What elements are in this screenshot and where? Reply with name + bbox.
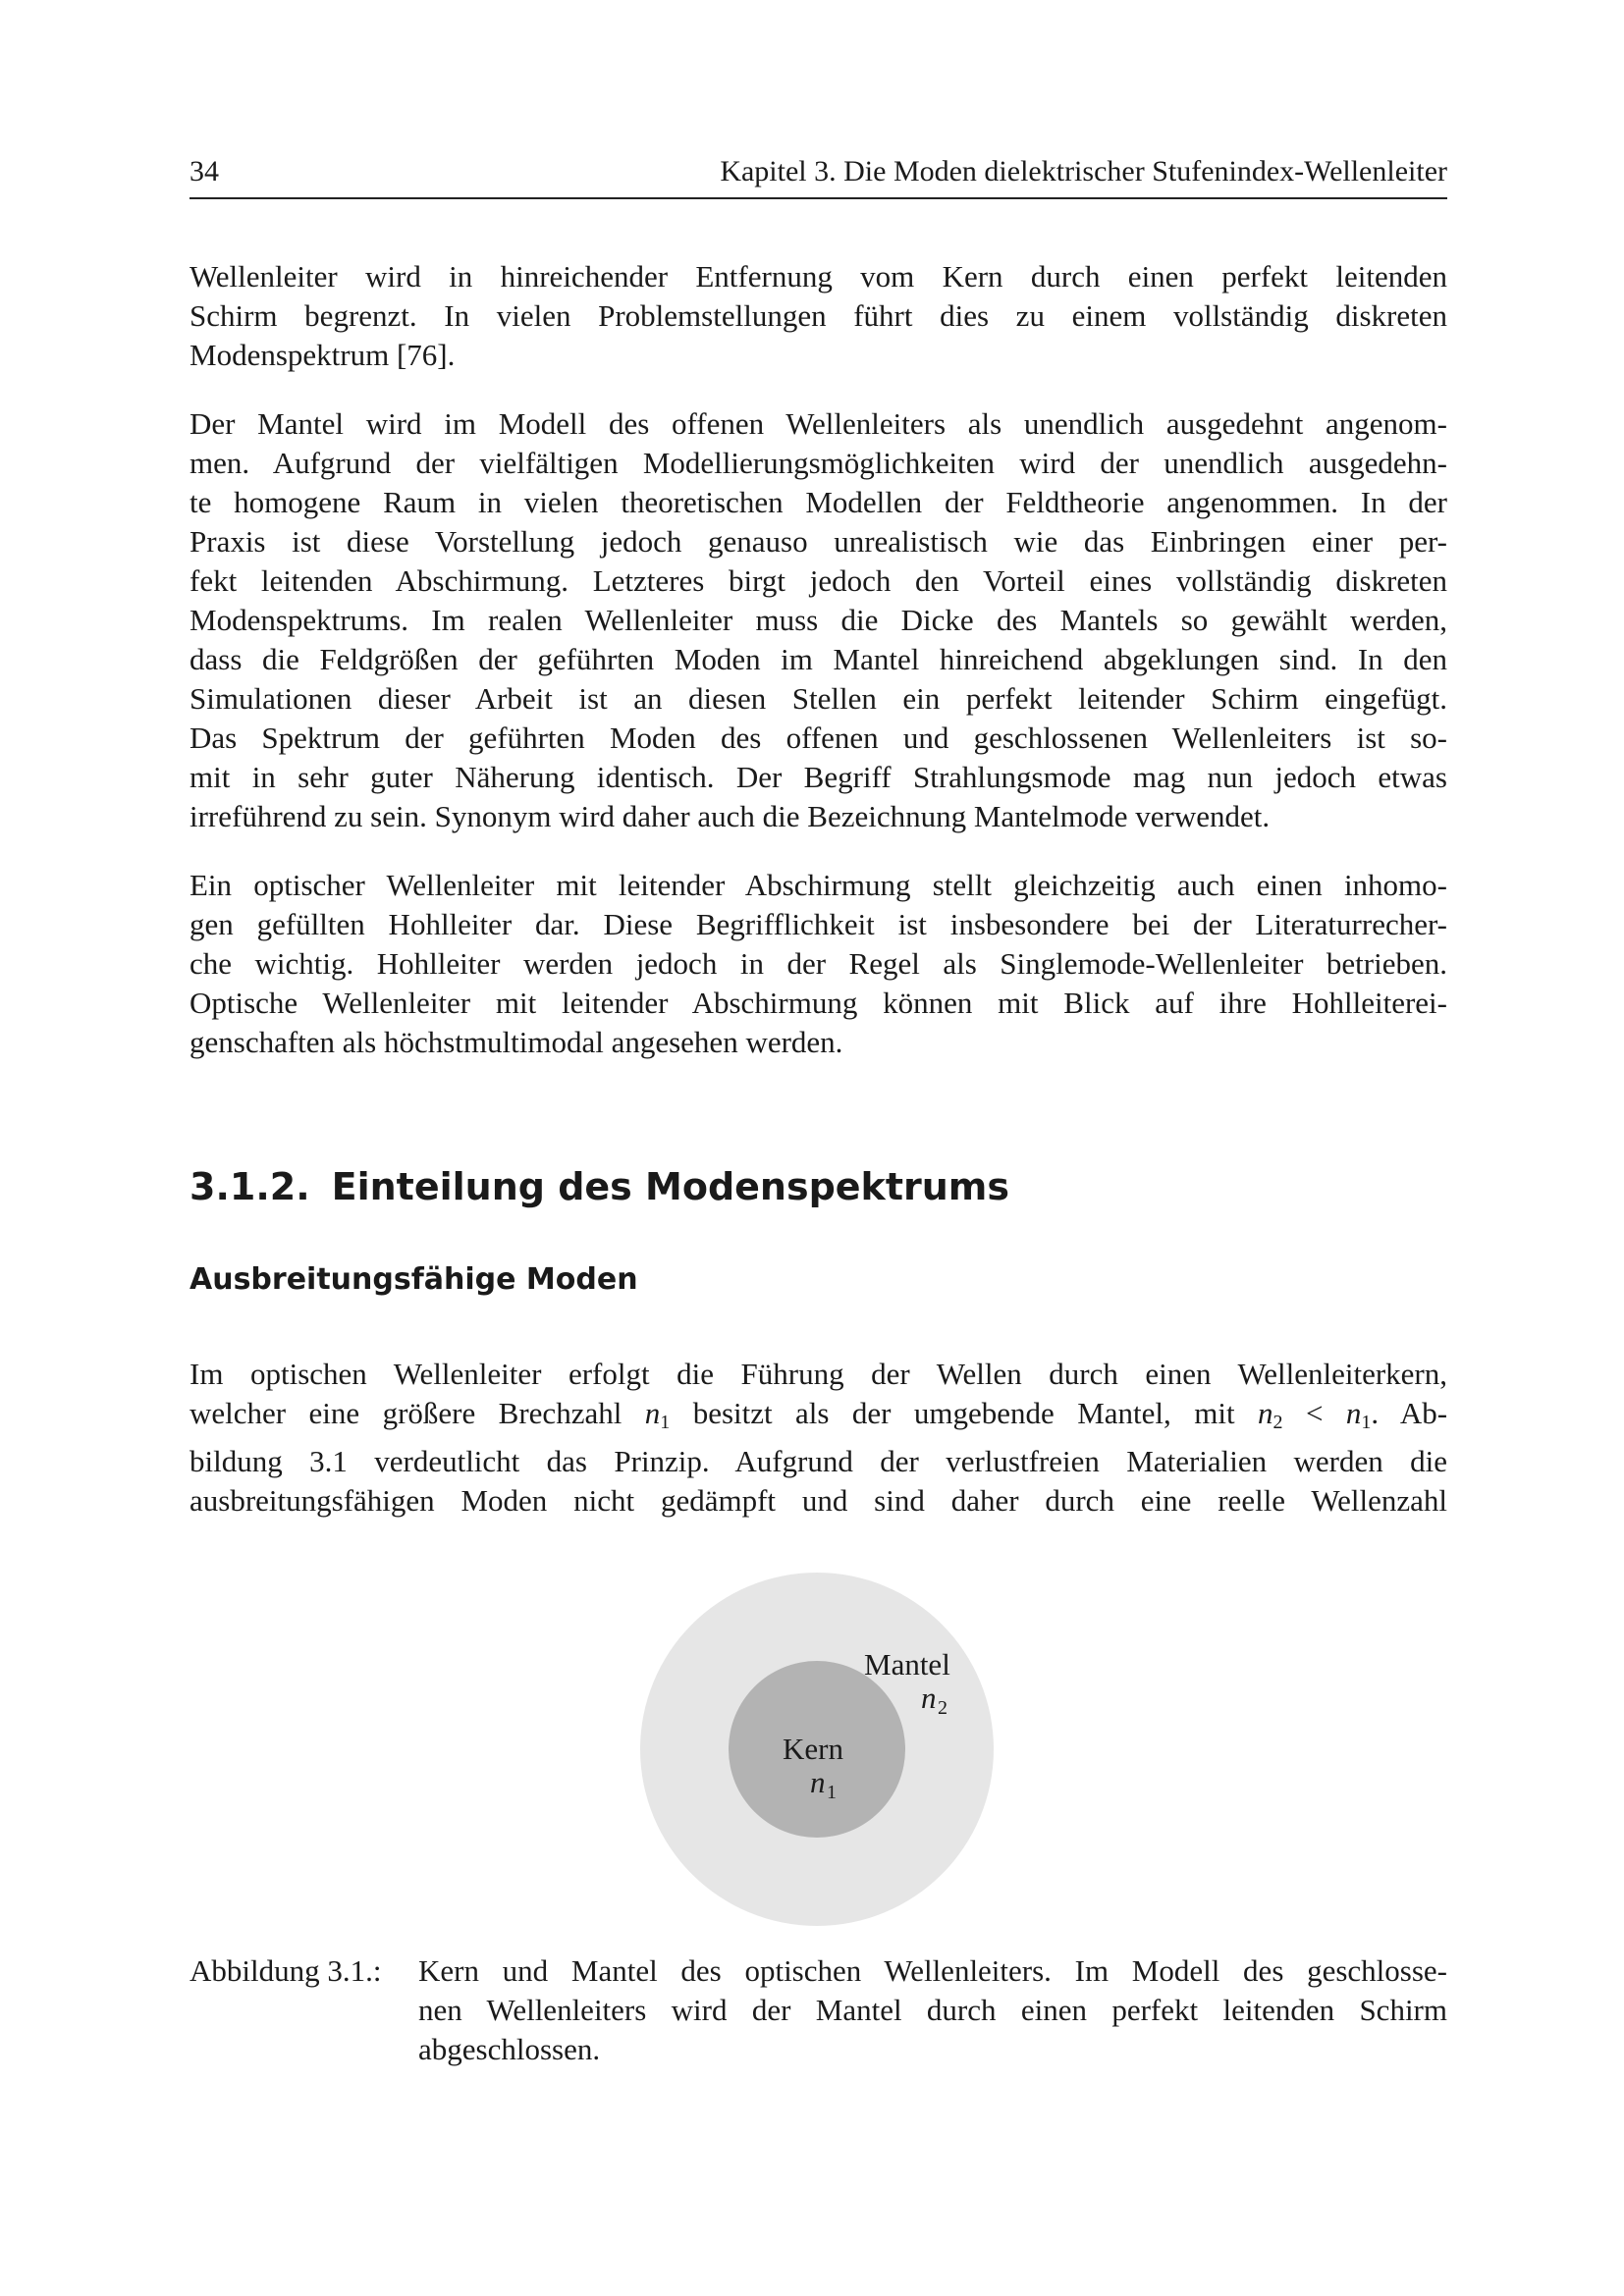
- text-line: nen Wellenleiters wird der Mantel durch einen perfekt leitenden Schirm: [418, 1993, 1447, 2027]
- text-line: dass die Feldgrößen der geführten Moden im Mantel hinreichend abgeklungen sind. In den: [189, 642, 1447, 676]
- text-line: Wellenleiter wird in hinreichender Entfernung vom Kern durch einen perfekt leitenden: [189, 259, 1447, 294]
- svg-text:n: n: [921, 1681, 937, 1715]
- svg-text:n: n: [810, 1765, 826, 1799]
- paragraph-4: [189, 1355, 1447, 1521]
- text-line: gen gefüllten Hohlleiter dar. Diese Begrifflichkeit ist insbesondere bei der Literaturrecher-: [189, 907, 1447, 941]
- text-line: Modenspektrums. Im realen Wellenleiter muss die Dicke des Mantels so gewählt werden,: [189, 603, 1447, 637]
- section-title: Einteilung des Modenspektrums: [331, 1165, 1010, 1208]
- core-label: Kern: [783, 1732, 843, 1766]
- cladding-label: Mantel: [864, 1647, 950, 1682]
- paragraph-1: [189, 257, 1447, 375]
- caption-label: Abbildung 3.1.:: [189, 1953, 382, 1988]
- text-line: Schirm begrenzt. In vielen Problemstellungen führt dies zu einem vollständig diskreten: [189, 298, 1447, 333]
- svg-text:1: 1: [827, 1782, 837, 1803]
- paragraph-2: [189, 404, 1447, 836]
- text-line: men. Aufgrund der vielfältigen Modellierungsmöglichkeiten wird der unendlich ausgedehn-: [189, 446, 1447, 480]
- paragraph-3: [189, 866, 1447, 1062]
- text-line: Kern und Mantel des optischen Wellenleiters. Im Modell des geschlosse-: [418, 1953, 1447, 1988]
- text-line: Optische Wellenleiter mit leitender Abschirmung können mit Blick auf ihre Hohlleiterei-: [189, 986, 1447, 1020]
- text-line: genschaften als höchstmultimodal angesehen werden.: [189, 1025, 843, 1059]
- page-number: 34: [189, 155, 219, 187]
- caption-text: [418, 1951, 1447, 2069]
- text-line: irreführend zu sein. Synonym wird daher auch die Bezeichnung Mantelmode verwendet.: [189, 799, 1271, 833]
- text-line: abgeschlossen.: [418, 2032, 601, 2066]
- text-line: Modenspektrum [76].: [189, 338, 456, 372]
- figure-diagram: [638, 1571, 1001, 1934]
- svg-text:2: 2: [938, 1697, 947, 1719]
- subsection-heading: Ausbreitungsfähige Moden: [189, 1262, 638, 1297]
- figure-core-cladding: [638, 1571, 1001, 1934]
- running-header: [189, 152, 1447, 199]
- text-line: mit in sehr guter Näherung identisch. Der Begriff Strahlungsmode mag nun jedoch etwas: [189, 760, 1447, 794]
- text-line: Im optischen Wellenleiter erfolgt die Führung der Wellen durch einen Wellenleiterkern,: [189, 1357, 1447, 1391]
- text-line: ausbreitungsfähigen Moden nicht gedämpft und sind daher durch eine reelle Wellenzahl: [189, 1483, 1447, 1518]
- text-line: Der Mantel wird im Modell des offenen Wellenleiters als unendlich ausgedehnt angenom-: [189, 406, 1447, 441]
- text-line: Simulationen dieser Arbeit ist an diesen Stellen ein perfekt leitender Schirm eingefügt.: [189, 681, 1447, 716]
- text-line: che wichtig. Hohlleiter werden jedoch in der Regel als Singlemode-Wellenleiter betrieben.: [189, 946, 1447, 981]
- text-line: bildung 3.1 verdeutlicht das Prinzip. Aufgrund der verlustfreien Materialien werden die: [189, 1444, 1447, 1478]
- text-line: Praxis ist diese Vorstellung jedoch genauso unrealistisch wie das Einbringen einer per-: [189, 524, 1447, 559]
- section-number: 3.1.2.: [189, 1165, 310, 1208]
- text-line: Ein optischer Wellenleiter mit leitender Abschirmung stellt gleichzeitig auch einen inhomo-: [189, 868, 1447, 902]
- text-line: Das Spektrum der geführten Moden des offenen und geschlossenen Wellenleiters ist so-: [189, 721, 1447, 755]
- text-line-with-math: welcher eine größere Brechzahl $n_1$ besitzt als der umgebende Mantel, mit $n_2 < n_1$. Ab-: [189, 1396, 1448, 1433]
- text-line: fekt leitenden Abschirmung. Letzteres birgt jedoch den Vorteil eines vollständig diskreten: [189, 563, 1447, 598]
- chapter-title: Kapitel 3. Die Moden dielektrischer Stufenindex-Wellenleiter: [720, 155, 1447, 187]
- text-line: te homogene Raum in vielen theoretischen Modellen der Feldtheorie angenommen. In der: [189, 485, 1447, 519]
- section-heading: [189, 1162, 1009, 1211]
